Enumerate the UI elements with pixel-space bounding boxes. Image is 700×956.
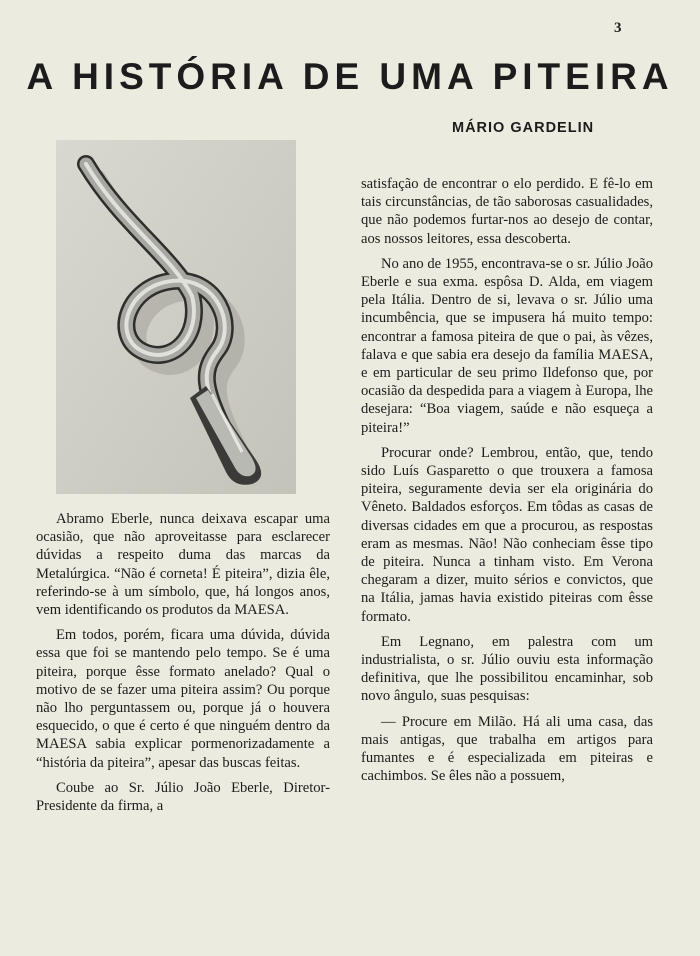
paragraph: — Procure em Milão. Há ali uma casa, das mais antigas, que trabalha em artigos para fumantes e é especializada em piteiras e cachimbos. Se êles não a possuem, [361,713,653,785]
paragraph: Em Legnano, em palestra com um industrialista, o sr. Júlio ouviu esta informação definitiva, que lhe possibilitou encaminhar, sob novo ângulo, suas pesquisas: [361,633,653,705]
paragraph: No ano de 1955, encontrava-se o sr. Júlio João Eberle e sua exma. espôsa D. Alda, em viagem pela Itália. Dentro de si, levava o sr. Júlio uma incumbência, que se impusera há muito tempo: encontrar a famosa piteira de que o pai, às vêzes, falava e que sabia era desejo da família MAESA, e em particular de seu primo Ildefonso que, por ocasião da despedida para a viagem à Europa, lhe desejara: “Boa viagem, saúde e não esqueça a piteira!” [361,255,653,436]
left-column [36,510,330,822]
right-column [361,175,653,793]
article-title: A HISTÓRIA DE UMA PITEIRA [26,56,674,97]
paragraph: Coube ao Sr. Júlio João Eberle, Diretor-Presidente da firma, a [36,779,330,815]
piteira-illustration [56,140,296,494]
paragraph: satisfação de encontrar o elo perdido. E fê-lo em tais circunstâncias, de tão saborosas casualidades, que não podemos furtar-nos ao desejo de contar, aos nossos leitores, essa descoberta. [361,176,653,247]
piteira-photo [56,140,296,494]
paragraph: Procurar onde? Lembrou, então, que, tendo sido Luís Gasparetto o que trouxera a famosa piteira, seguramente devia ser ela originária do Vêneto. Baldados esforços. Em tôdas as casas de diversas cidades em que a procurou, as respostas eram as mesmas. Não! Não conheciam êsse tipo de piteira. Nunca a tinham visto. Em Verona chegaram a dizer, muito sérios e convictos, que na Itália, jamas havia existido piteiras com êsse formato. [361,444,653,625]
paragraph: Em todos, porém, ficara uma dúvida, dúvida essa que foi se mantendo pelo tempo. Se é uma piteira, porque êsse formato anelado? Qual o motivo de se fazer uma piteira assim? Ou porque não lho perguntassem ou, porque já o houvera esquecido, o que é certo é que ninguém dentro da MAESA sabia explicar pormenorizadamente a “história da piteira”, apesar das buscas feitas. [36,627,330,771]
page-number: 3 [614,20,622,36]
author-byline: MÁRIO GARDELIN [452,120,595,136]
paragraph: Abramo Eberle, nunca deixava escapar uma ocasião, que não aproveitasse para esclarecer dúvidas a respeito duma das marcas da Metalúrgica. “Não é corneta! É piteira”, dizia êle, referindo-se à um símbolo, que, há longos anos, vem identificando os produtos da MAESA. [36,511,330,619]
